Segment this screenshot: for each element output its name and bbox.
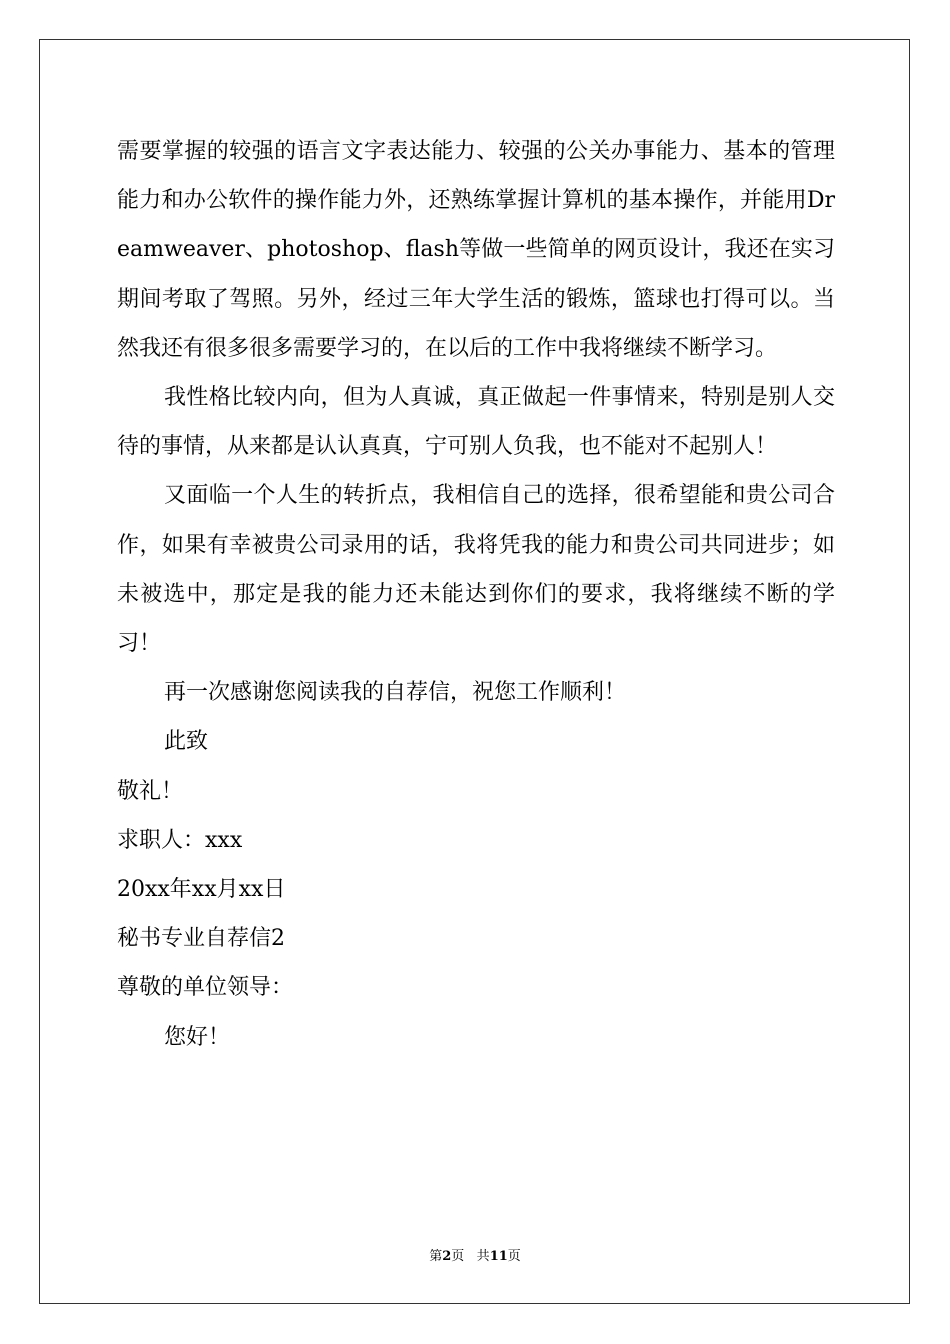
footer-page-number: 2 — [442, 1249, 452, 1264]
paragraph-turning-point: 又面临一个人生的转折点，我相信自己的选择，很希望能和贵公司合作，如果有幸被贵公司录用的话，我将凭我的能力和贵公司共同进步；如未被选中，那定是我的能力还未能达到你们的要求，我将继续不断的学习！ — [117, 483, 835, 657]
document-body — [117, 127, 835, 1062]
paragraph-thanks: 再一次感谢您阅读我的自荐信，祝您工作顺利！ — [164, 680, 627, 706]
paragraph-skills: 需要掌握的较强的语言文字表达能力、较强的公关办事能力、基本的管理能力和办公软件的操作能力外，还熟练掌握计算机的基本操作，并能用Dreamweaver、photoshop、flash等做一些简单的网页设计，我还在实习期间考取了驾照。另外，经过三年大学生活的锻炼，篮球也打得可以。当然我还有很多很多需要学习的，在以后的工作中我将继续不断学习。 — [117, 139, 835, 361]
paragraph-personality: 我性格比较内向，但为人真诚，真正做起一件事情来，特别是别人交待的事情，从来都是认认真真，宁可别人负我，也不能对不起别人！ — [117, 385, 835, 460]
letter-date: 20xx年xx月xx日 — [117, 877, 286, 903]
closing-jingli: 敬礼！ — [117, 778, 184, 804]
closing-cizhi: 此致 — [164, 729, 209, 755]
footer-page-suffix: 页 — [451, 1249, 465, 1264]
footer-page-prefix: 第 — [429, 1249, 443, 1264]
salutation: 尊敬的单位领导： — [117, 975, 294, 1001]
greeting: 您好！ — [164, 1024, 231, 1050]
section-title: 秘书专业自荐信2 — [117, 926, 285, 952]
page-footer — [0, 1248, 950, 1266]
footer-total-suffix: 页 — [507, 1249, 521, 1264]
footer-total-prefix: 共 — [476, 1249, 490, 1264]
footer-total-pages: 11 — [489, 1249, 508, 1264]
applicant-name: 求职人：xxx — [117, 827, 243, 853]
